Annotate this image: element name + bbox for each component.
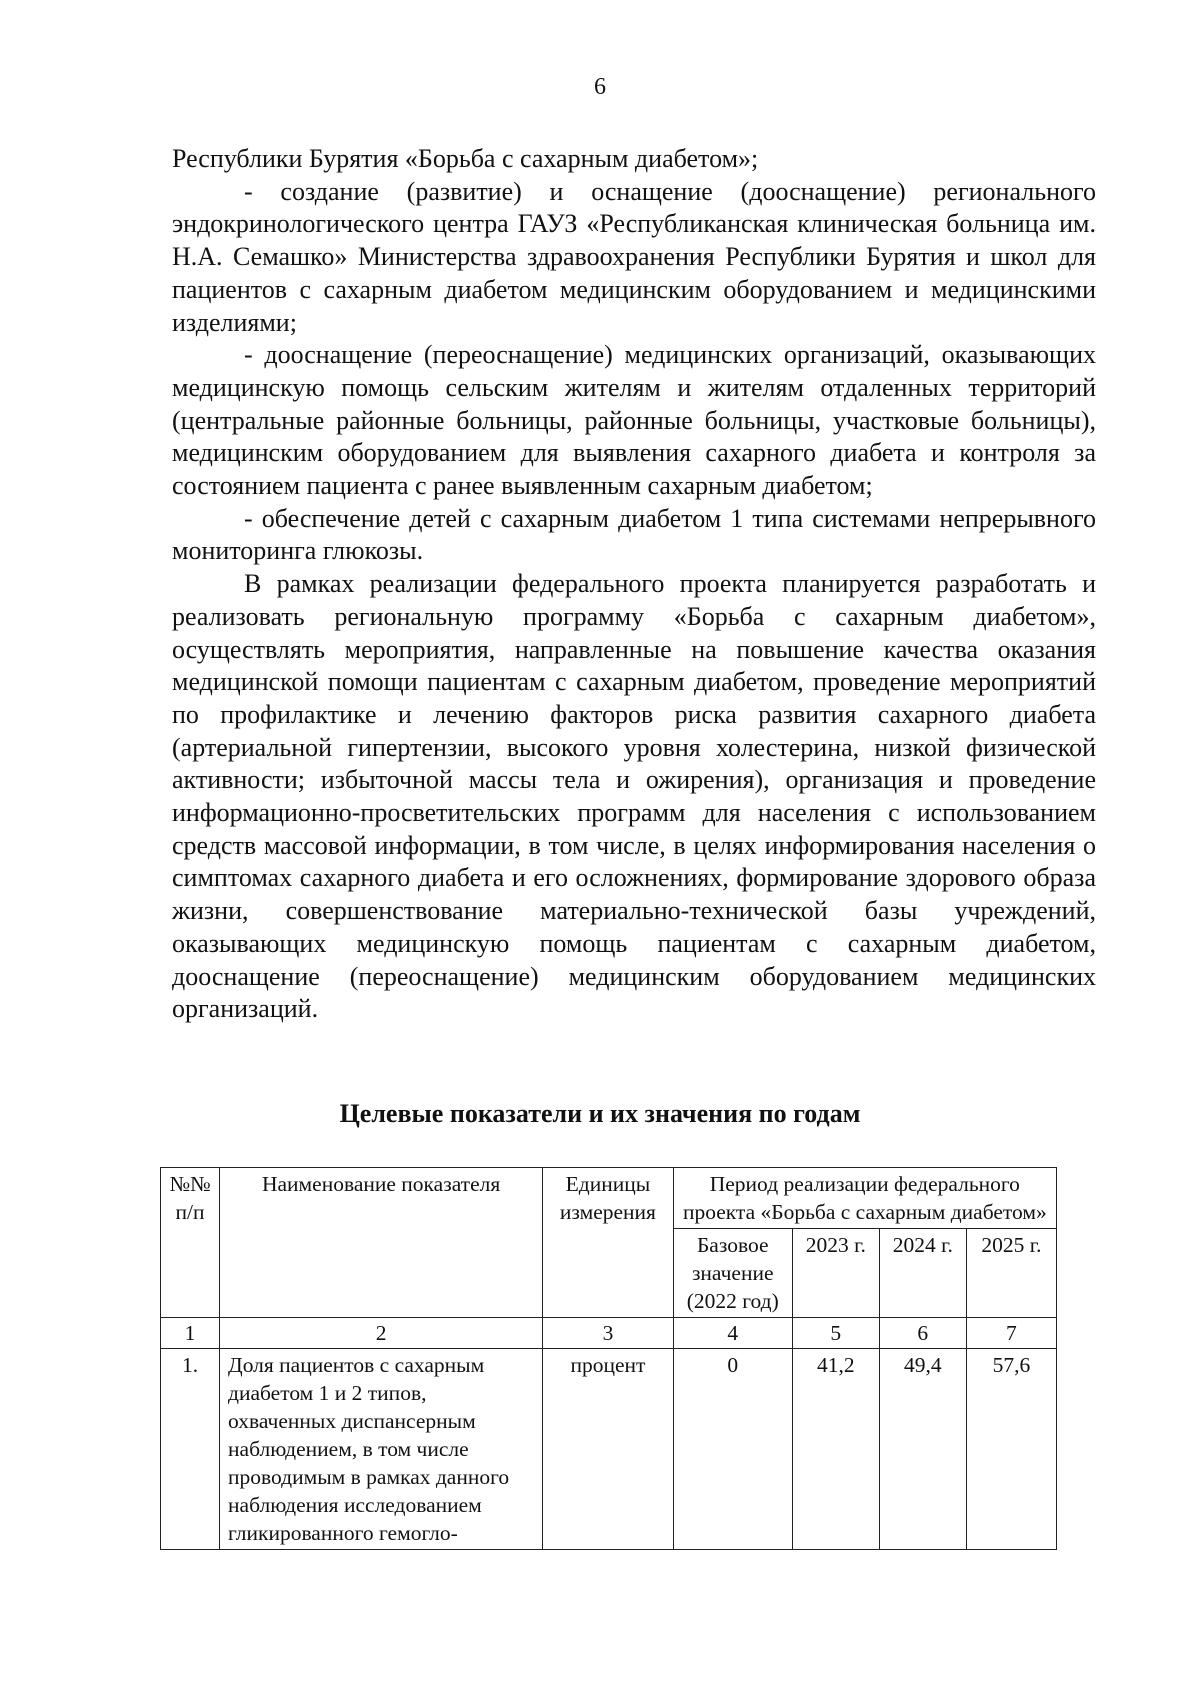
row-2025: 57,6	[966, 1349, 1056, 1550]
column-number: 7	[966, 1318, 1056, 1349]
header-2025: 2025 г.	[966, 1229, 1056, 1318]
body-text	[172, 143, 1096, 1026]
table-header-row	[161, 1168, 1057, 1229]
table-title: Целевые показатели и их значения по годам	[339, 1099, 861, 1128]
row-2024: 49,4	[879, 1349, 966, 1550]
paragraph: Республики Бурятия «Борьба с сахарным диабетом»;	[172, 144, 759, 173]
header-base: Базовое значение (2022 год)	[673, 1229, 792, 1318]
column-number: 4	[673, 1318, 792, 1349]
header-2024: 2024 г.	[879, 1229, 966, 1318]
column-numbers-row	[161, 1318, 1057, 1349]
header-num: №№ п/п	[161, 1168, 220, 1318]
header-unit: Единицы измерения	[543, 1168, 674, 1318]
header-2023: 2023 г.	[792, 1229, 879, 1318]
page-number: 6	[594, 74, 606, 100]
column-number: 1	[161, 1318, 220, 1349]
row-name: Доля пациентов с сахарным диабетом 1 и 2 типов, охваченных диспансерным наблюдением, в том числе проводимым в рамках данного наблюдения исследованием гликированного гемогло-	[220, 1349, 543, 1550]
header-name: Наименование показателя	[220, 1168, 543, 1318]
row-base: 0	[673, 1349, 792, 1550]
paragraph: - создание (развитие) и оснащение (дооснащение) регионального эндокринологического центра ГАУЗ «Республиканская клиническая больница им. Н.А. Семашко» Министерства здравоохранения Республики Бурятия и школ для пациентов с сахарным диабетом медицинским оборудованием и медицинскими изделиями;	[172, 176, 1096, 337]
column-number: 5	[792, 1318, 879, 1349]
paragraph: - дооснащение (переоснащение) медицинских организаций, оказывающих медицинскую помощь сельским жителям и жителям отдаленных территорий (центральные районные больницы, районные больницы, участковые больницы), медицинским оборудованием для выявления сахарного диабета и контроля за состоянием пациента с ранее выявленным сахарным диабетом;	[172, 340, 1096, 501]
table-row	[161, 1349, 1057, 1550]
row-2023: 41,2	[792, 1349, 879, 1550]
header-period: Период реализации федерального проекта «Борьба с сахарным диабетом»	[673, 1168, 1056, 1229]
column-number: 6	[879, 1318, 966, 1349]
target-indicators-table	[160, 1167, 1057, 1550]
row-unit: процент	[543, 1349, 674, 1550]
column-number: 2	[220, 1318, 543, 1349]
column-number: 3	[543, 1318, 674, 1349]
paragraph: - обеспечение детей с сахарным диабетом 1 типа системами непрерывного мониторинга глюкозы.	[172, 503, 1096, 566]
row-num: 1.	[161, 1349, 220, 1550]
paragraph: В рамках реализации федерального проекта планируется разработать и реализовать региональную программу «Борьба с сахарным диабетом», осуществлять мероприятия, направленные на повышение качества оказания медицинской помощи пациентам с сахарным диабетом, проведение мероприятий по профилактике и лечению факторов риска развития сахарного диабета (артериальной гипертензии, высокого уровня холестерина, низкой физической активности; избыточной массы тела и ожирения), организация и проведение информационно-просветительских программ для населения с использованием средств массовой информации, в том числе, в целях информирования населения о симптомах сахарного диабета и его осложнениях, формирование здорового образа жизни, совершенствование материально-технической базы учреждений, оказывающих медицинскую помощь пациентам с сахарным диабетом, дооснащение (переоснащение) медицинским оборудованием медицинских организаций.	[172, 569, 1096, 1024]
